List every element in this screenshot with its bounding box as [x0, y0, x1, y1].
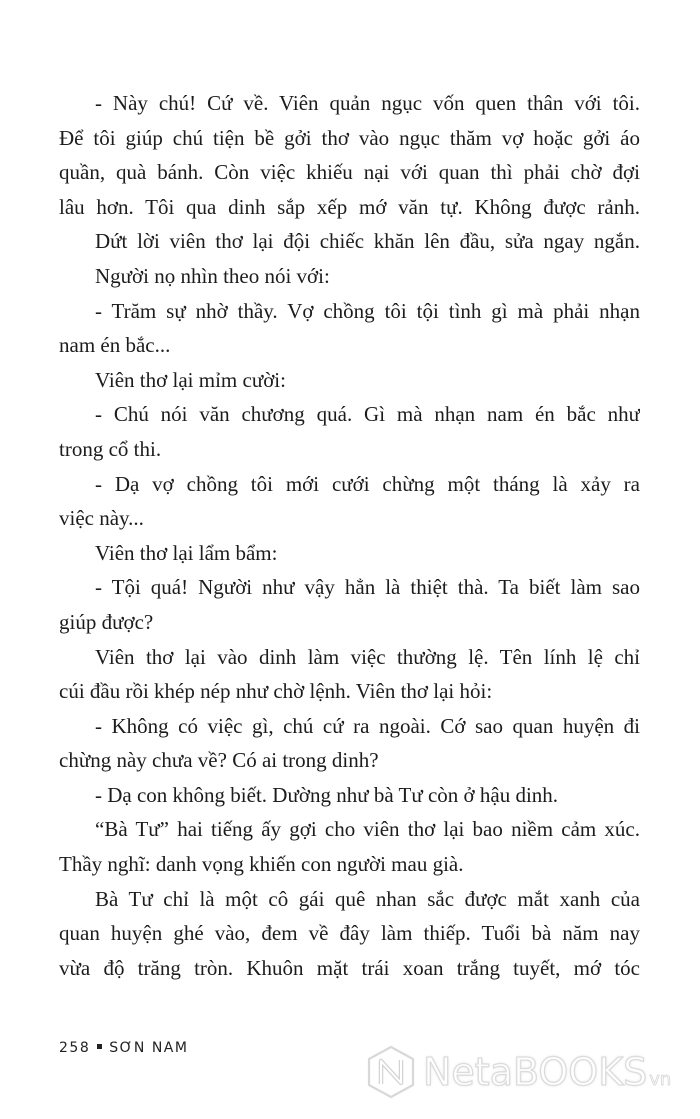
netabooks-watermark	[365, 1040, 695, 1104]
text-line: Người nọ nhìn theo nói với:	[95, 263, 330, 288]
text-line: chừng này chưa về? Có ai trong dinh?	[59, 748, 379, 773]
text-line: - Dạ con không biết. Dường như bà Tư còn ở hậu dinh.	[95, 782, 559, 807]
text-line: “Bà Tư” hai tiếng ấy gợi cho viên thơ lại bao niềm cảm xúc.	[95, 817, 640, 842]
text-line: - Này chú! Cứ về. Viên quản ngục vốn quen thân với tôi.	[95, 91, 640, 115]
text-line: cúi đầu rồi khép nép như chờ lệnh. Viên thơ lại hỏi:	[59, 679, 493, 704]
page-footer	[59, 1040, 188, 1056]
text-line: - Chú nói văn chương quá. Gì mà nhạn nam én bắc như	[95, 402, 640, 427]
text-line: Thầy nghĩ: danh vọng khiến con người mau già.	[59, 852, 464, 877]
text-line: lâu hơn. Tôi qua dinh sắp xếp mớ văn tự. Không được rảnh.	[59, 194, 640, 219]
watermark-domain-suffix: vn	[649, 1069, 672, 1090]
text-line: Bà Tư chỉ là một cô gái quê nhan sắc được mắt xanh của	[95, 886, 640, 911]
watermark-brand: NetaBOOKS	[423, 1050, 648, 1094]
text-line: Dứt lời viên thơ lại đội chiếc khăn lên đầu, sửa ngay ngắn.	[95, 229, 640, 254]
text-line: Viên thơ lại vào dinh làm việc thường lệ. Tên lính lệ chỉ	[95, 644, 640, 669]
text-line: giúp được?	[59, 609, 154, 634]
page-number: 258	[59, 1040, 91, 1056]
text-line: nam én bắc...	[59, 333, 171, 358]
text-line: trong cổ thi.	[59, 436, 162, 461]
author-name: SƠN NAM	[109, 1040, 189, 1056]
text-line: - Không có việc gì, chú cứ ra ngoài. Cớ sao quan huyện đi	[95, 713, 640, 738]
text-line: quần, quà bánh. Còn việc khiếu nại với quan thì phải chờ đợi	[59, 160, 640, 185]
text-line: quan huyện ghé vào, đem về đây làm thiếp. Tuổi bà năm nay	[59, 921, 640, 946]
text-line: - Dạ vợ chồng tôi mới cưới chừng một tháng là xảy ra	[95, 471, 640, 496]
bullet-separator-icon	[97, 1044, 102, 1049]
text-line: - Tội quá! Người như vậy hẳn là thiệt thà. Ta biết làm sao	[95, 575, 640, 600]
text-line: Để tôi giúp chú tiện bề gởi thơ vào ngục thăm vợ hoặc gởi áo	[59, 125, 640, 150]
text-line: vừa độ trăng tròn. Khuôn mặt trái xoan trắng tuyết, mớ tóc	[59, 955, 640, 980]
text-line: việc này...	[59, 506, 144, 531]
netabooks-hexagon-logo-icon	[365, 1044, 417, 1100]
text-line: Viên thơ lại lẩm bẩm:	[95, 540, 278, 565]
text-line: - Trăm sự nhờ thầy. Vợ chồng tôi tội tình gì mà phải nhạn	[95, 298, 640, 323]
text-line: Viên thơ lại mỉm cười:	[95, 367, 286, 392]
body-text	[59, 86, 640, 985]
